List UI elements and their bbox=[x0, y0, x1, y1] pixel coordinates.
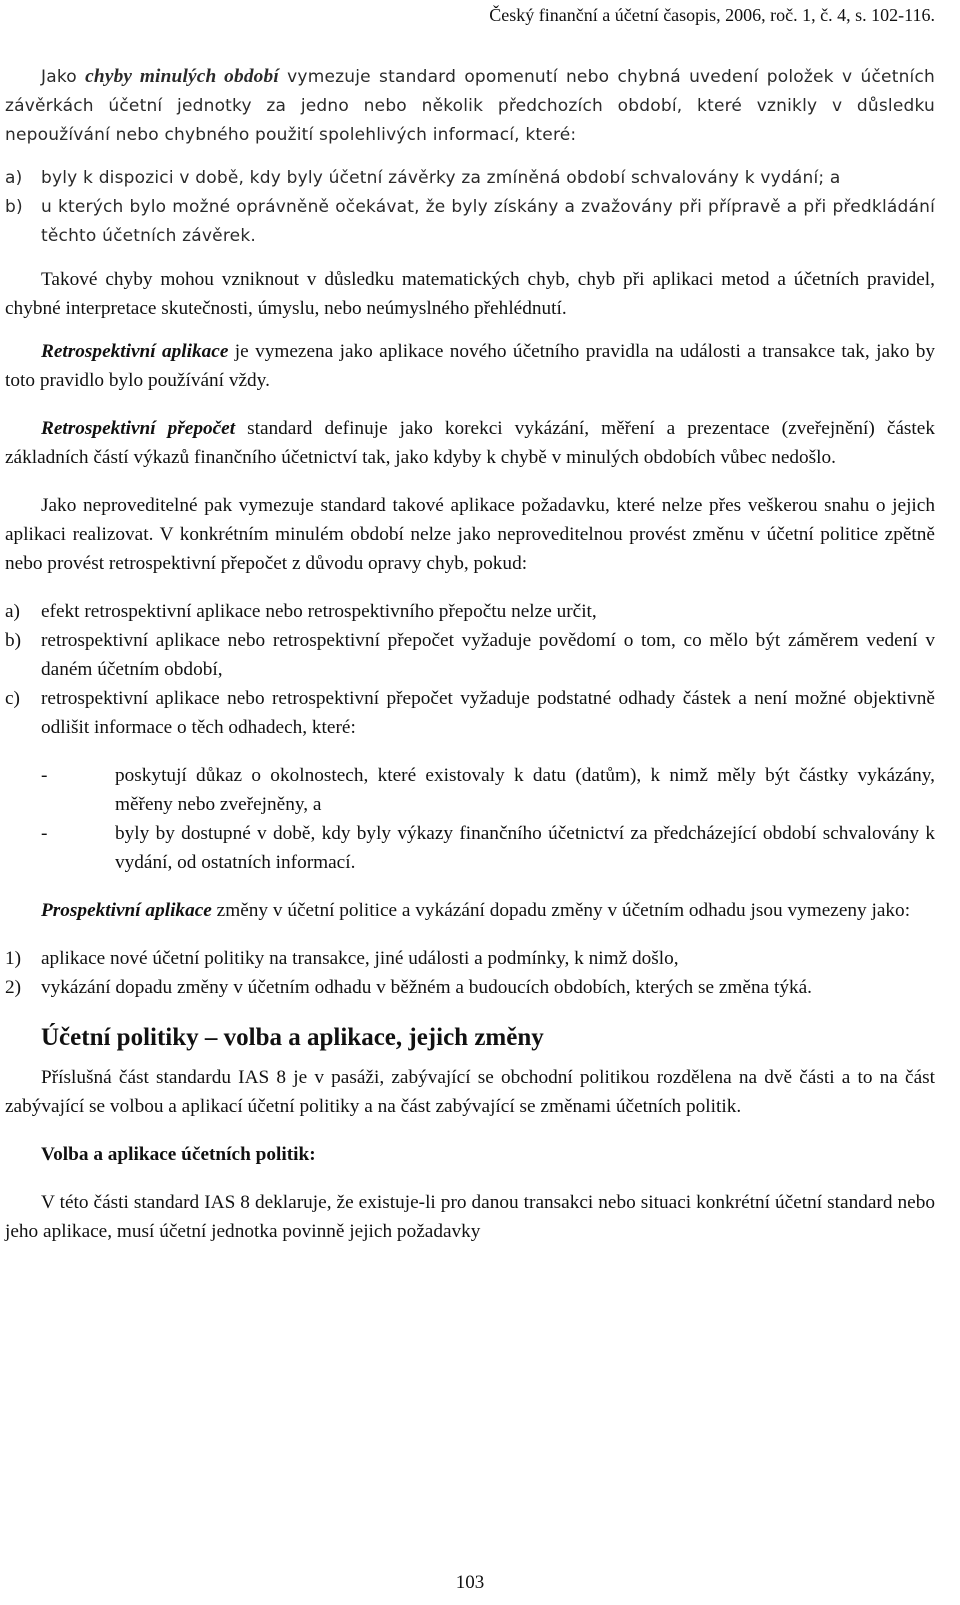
subsection-heading: Volba a aplikace účetních politik: bbox=[41, 1144, 316, 1165]
list-item: b) u kterých bylo možné oprávněně očekávat, že byly získány a zvažovány při přípravě a při předkládání těchto účetních závěrek. bbox=[5, 197, 935, 246]
dash-item: - poskytují důkaz o okolnostech, které existovaly k datu (datům), k nimž měly být částky vykázány, měřeny nebo zveřejněny, a bbox=[41, 765, 935, 815]
document-body bbox=[5, 62, 935, 1246]
errors-definition bbox=[5, 62, 935, 251]
section-intro: Příslušná část standardu IAS 8 je v pasáži, zabývající se obchodní politikou rozdělena na dvě části a to na část zabývající se volbou a aplikací účetní politiky a na část zabývající se změnami účetních politik. bbox=[5, 1067, 935, 1117]
errors-paragraph: Jako chyby minulých období vymezuje standard opomenutí nebo chybná uvedení položek v účetních závěrkách účetní jednotky za jedno nebo několik předchozích období, které vznikly v důsledku nepoužívání nebo chybného použití spolehlivých informací, které: bbox=[5, 66, 935, 145]
impracticable-paragraph: Jako neproveditelné pak vymezuje standard takové aplikace požadavku, které nelze přes veškerou snahu o jejich aplikaci realizovat. V konkrétním minulém období nelze jako neproveditelnou provést změnu v účetní politice zpětně nebo provést retrospektivní přepočet z důvodu opravy chyb, pokud: bbox=[5, 495, 935, 574]
retrospective-application-paragraph: Retrospektivní aplikace je vymezena jako aplikace nového účetního pravidla na události a transakce tak, jako by toto pravidlo bylo používání vždy. bbox=[5, 341, 935, 391]
list-item: c) retrospektivní aplikace nebo retrospektivní přepočet vyžaduje podstatné odhady částek a není možné objektivně odlišit informace o těch odhadech, které: bbox=[5, 688, 935, 738]
journal-citation: Český finanční a účetní časopis, 2006, roč. 1, č. 4, s. 102-116. bbox=[489, 5, 935, 25]
document-page bbox=[5, 0, 935, 1605]
list-item: a) byly k dispozici v době, kdy byly účetní závěrky za zmíněná období schvalovány k vydání; a bbox=[5, 168, 841, 188]
retrospective-restatement-paragraph: Retrospektivní přepočet standard definuje jako korekci vykázání, měření a prezentace (zveřejnění) částek základních částí výkazů finančního účetnictví tak, jako kdyby k chybě v minulých obdobích vůbec nedošlo. bbox=[5, 418, 935, 468]
dash-item: - byly by dostupné v době, kdy byly výkazy finančního účetnictví za předcházející období schvalovány k vydání, od ostatních informací. bbox=[41, 823, 935, 873]
section-heading: Účetní politiky – volba a aplikace, jejich změny bbox=[41, 1024, 544, 1051]
term-prospective-application: Prospektivní aplikace bbox=[41, 900, 212, 921]
term-retrospective-restatement: Retrospektivní přepočet bbox=[41, 418, 236, 439]
prospective-paragraph: Prospektivní aplikace změny v účetní politice a vykázání dopadu změny v účetním odhadu jsou vymezeny jako: bbox=[41, 900, 911, 921]
subsection-text: V této části standard IAS 8 deklaruje, že existuje-li pro danou transakci nebo situaci konkrétní účetní standard nebo jeho aplikace, musí účetní jednotka povinně jejich požadavky bbox=[5, 1192, 935, 1242]
page-number: 103 bbox=[455, 1572, 485, 1593]
list-item: 1) aplikace nové účetní politiky na transakce, jiné události a podmínky, k nimž došlo, bbox=[5, 948, 679, 969]
term-retrospective-application: Retrospektivní aplikace bbox=[41, 341, 229, 362]
list-item: b) retrospektivní aplikace nebo retrospektivní přepočet vyžaduje povědomí o tom, co mělo být záměrem vedení v daném účetním období, bbox=[5, 630, 935, 680]
impracticable-definition bbox=[5, 491, 935, 877]
list-item: a) efekt retrospektivní aplikace nebo retrospektivního přepočtu nelze určit, bbox=[5, 601, 597, 622]
term-past-errors: chyby minulých období bbox=[85, 66, 279, 87]
causes-paragraph: Takové chyby mohou vzniknout v důsledku matematických chyb, chyb při aplikaci metod a účetních pravidel, chybné interpretace skutečnosti, úmyslu, nebo neúmyslného přehlédnutí. bbox=[5, 269, 935, 319]
prospective-definition bbox=[5, 896, 935, 1002]
list-item: 2) vykázání dopadu změny v účetním odhadu v běžném a budoucích obdobích, kterých se změna týká. bbox=[5, 977, 812, 998]
